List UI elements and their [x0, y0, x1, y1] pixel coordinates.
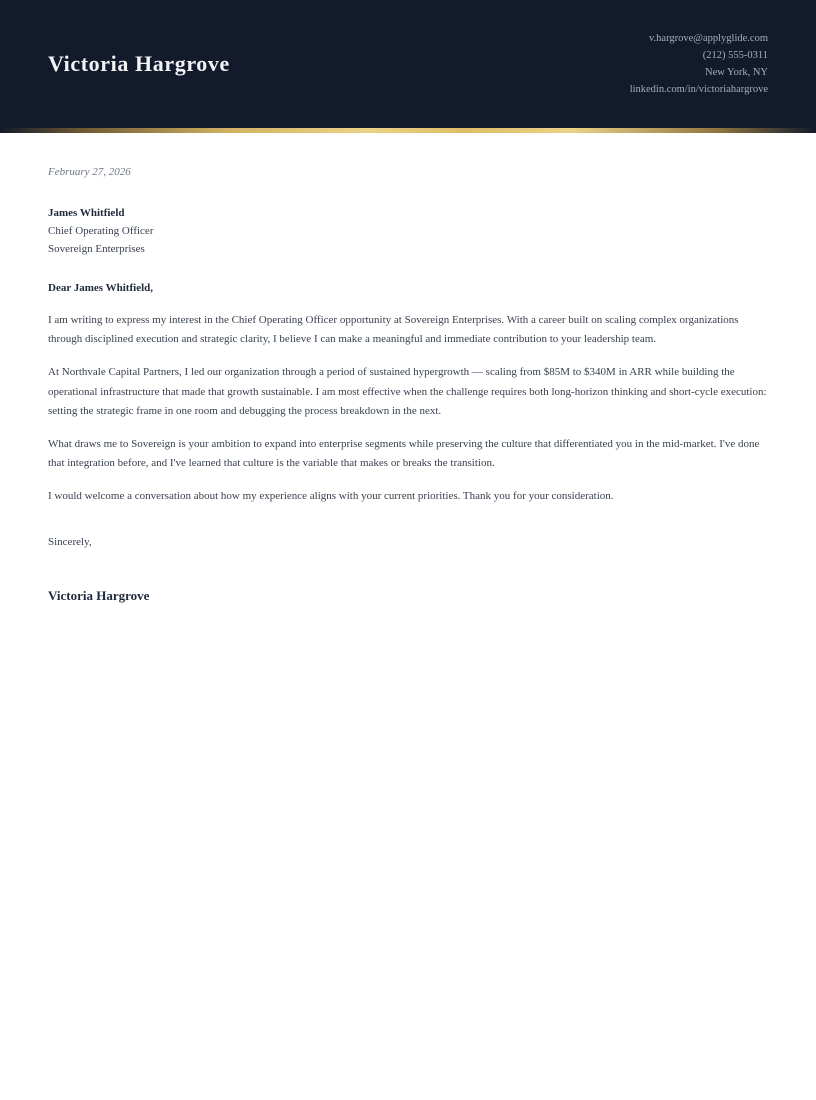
letter-paragraph-1: I am writing to express my interest in the Chief Operating Officer opportunity at Sovereign Enterprises. With a career built on scaling complex organizations through disciplined execution and strategic clarity, I believe I can make a meaningful and immediate contribution to your leadership team.: [48, 314, 739, 346]
contact-email: v.hargrove@applyglide.com: [648, 33, 768, 44]
contact-linkedin: linkedin.com/in/victoriahargrove: [629, 84, 768, 95]
signature-name: Victoria Hargrove: [48, 587, 150, 603]
letter-date: February 27, 2026: [48, 166, 131, 178]
recipient-title: Chief Operating Officer: [48, 225, 154, 237]
contact-location: New York, NY: [704, 67, 768, 78]
contact-block: [630, 30, 768, 98]
applicant-name: Victoria Hargrove: [48, 51, 230, 76]
letter-body: [0, 133, 816, 604]
salutation: Dear James Whitfield,: [48, 282, 153, 294]
letter-paragraph-4: I would welcome a conversation about how my experience aligns with your current priorities. Thank you for your consideration.: [48, 490, 614, 503]
contact-phone: (212) 555-0311: [702, 50, 768, 61]
recipient-block: [48, 204, 768, 258]
recipient-company: Sovereign Enterprises: [48, 243, 145, 255]
letter-paragraph-2: At Northvale Capital Partners, I led our organization through a period of sustained hypergrowth — scaling from $85M to $340M in ARR while building the operational infrastructure that made that growth sustainable. I am most effective when the challenge requires both long-horizon thinking and short-cycle execution: setting the strategic frame in one room and debugging the process breakdown in the next.: [48, 366, 767, 417]
recipient-name: James Whitfield: [48, 207, 125, 219]
closing: Sincerely,: [48, 535, 92, 548]
letter-paragraph-3: What draws me to Sovereign is your ambition to expand into enterprise segments while preserving the culture that differentiated you in the mid-market. I've done that integration before, and I've learned that culture is the variable that makes or breaks the transition.: [48, 438, 760, 470]
letter-header: [0, 0, 816, 128]
